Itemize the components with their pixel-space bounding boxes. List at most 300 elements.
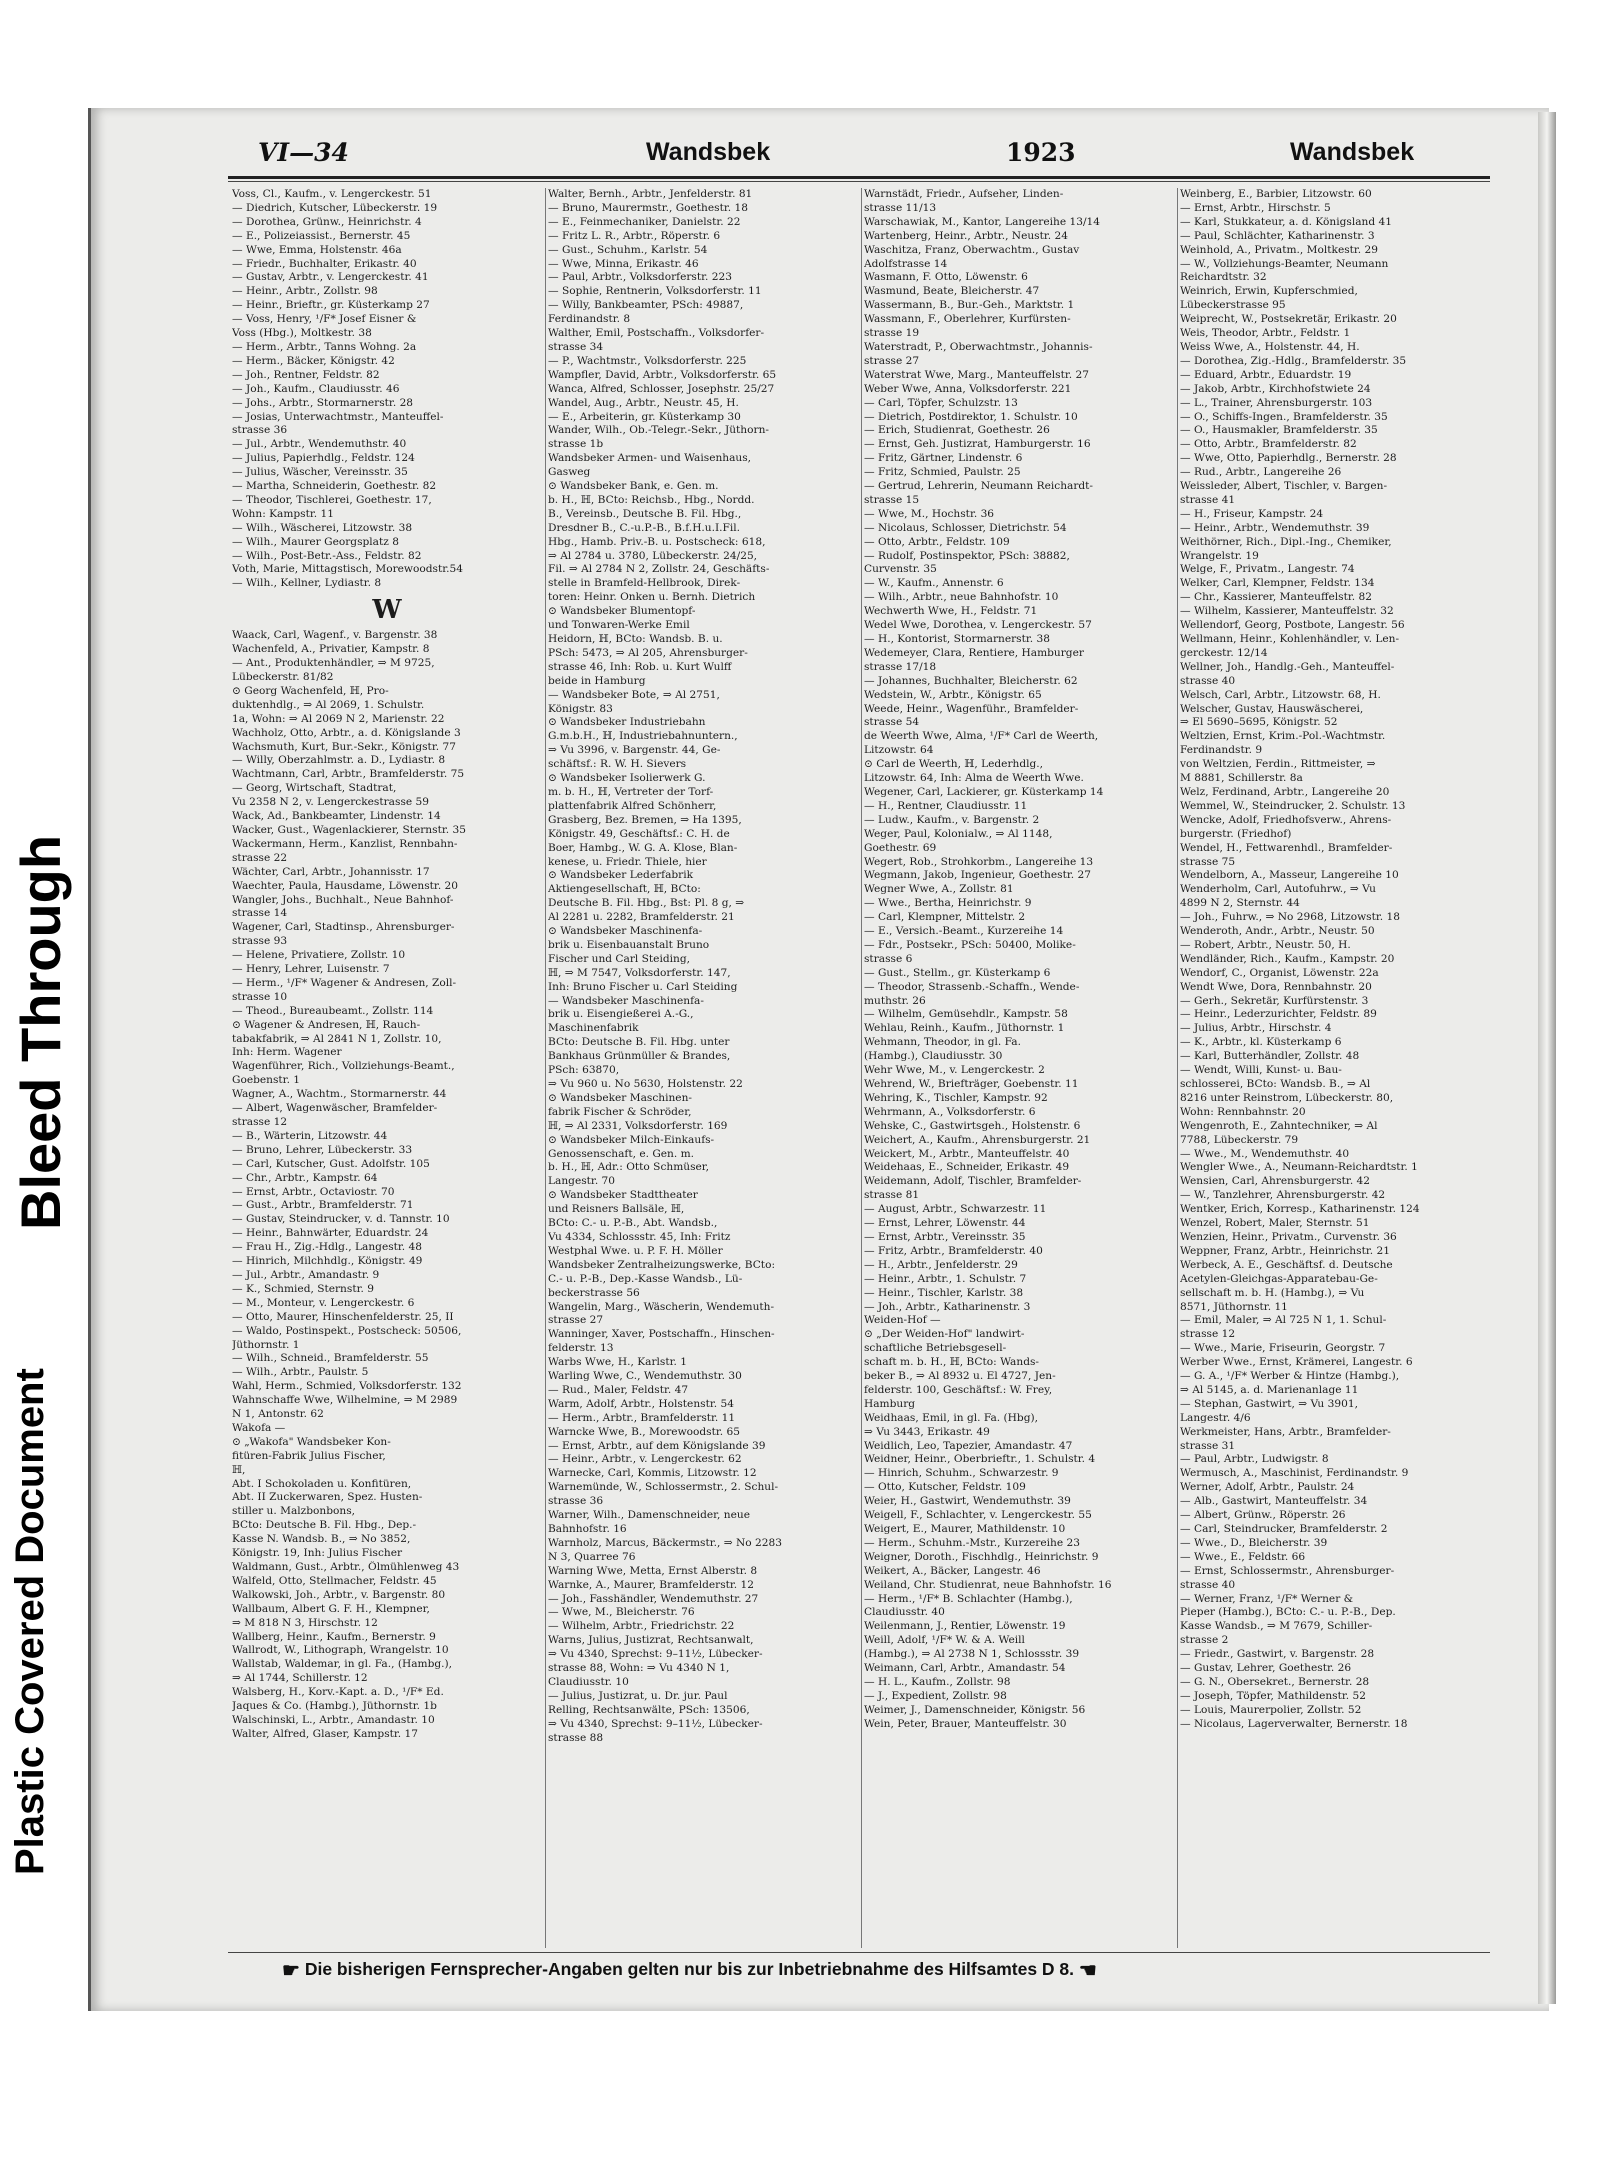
directory-entry: — Wilh., Post-Betr.-Ass., Feldstr. 82 bbox=[232, 549, 422, 562]
directory-entry: Warnemünde, W., Schlossermstr., 2. Schul- bbox=[548, 1481, 779, 1494]
directory-entry: schlosserei, BCto: Wandsb. B., ⇒ Al bbox=[1180, 1078, 1371, 1090]
directory-entry: Weissleder, Albert, Tischler, v. Bargen- bbox=[1180, 480, 1388, 493]
directory-entry: — Ernst, Geh. Justizrat, Hamburgerstr. 16 bbox=[864, 438, 1091, 451]
directory-entry: beide in Hamburg bbox=[548, 674, 646, 687]
directory-entry: ⇒ Al 1744, Schillerstr. 12 bbox=[232, 1672, 368, 1685]
directory-entry: — Wwe, Otto, Papierhdlg., Bernerstr. 28 bbox=[1180, 452, 1397, 465]
directory-entry: Wahnschaffe Wwe, Wilhelmine, ⇒ M 2989 bbox=[232, 1394, 458, 1407]
directory-entry: Wartenberg, Heinr., Arbtr., Neustr. 24 bbox=[864, 229, 1068, 242]
directory-entry: Weiden-Hof — bbox=[864, 1314, 941, 1327]
directory-entry: ⊙ Wandsbeker Bank, e. Gen. m. bbox=[548, 480, 719, 493]
directory-entry: Weigell, F., Schlachter, v. Lengerckestr. 55 bbox=[864, 1509, 1092, 1522]
directory-entry: von Weltzien, Ferdin., Rittmeister, ⇒ bbox=[1180, 758, 1376, 771]
directory-entry: — Wwe., Bertha, Heinrichstr. 9 bbox=[864, 897, 1032, 910]
directory-entry: Wagenführer, Rich., Vollziehungs-Beamt., bbox=[232, 1060, 455, 1073]
directory-entry: ⊙ Wandsbeker Industriebahn bbox=[548, 716, 706, 729]
directory-entry: ⇒ Vu 3443, Erikastr. 49 bbox=[864, 1425, 990, 1438]
directory-entry: Wandsbeker Armen- und Waisenhaus, bbox=[548, 452, 752, 465]
directory-entry: Wanca, Alfred, Schlosser, Josephstr. 25/27 bbox=[548, 382, 775, 395]
directory-entry: — Julius, Papierhdlg., Feldstr. 124 bbox=[232, 452, 415, 465]
directory-entry: Curvenstr. 35 bbox=[864, 563, 937, 576]
directory-entry: — Joh., Fasshändler, Wendemuthstr. 27 bbox=[548, 1592, 759, 1605]
directory-entry: — Carl, Kutscher, Gust. Adolfstr. 105 bbox=[232, 1157, 430, 1170]
directory-entry: ⊙ Wandsbeker Maschinenfa- bbox=[548, 925, 703, 938]
directory-entry: b. H., ℍ, BCto: Reichsb., Hbg., Nordd. bbox=[548, 493, 755, 506]
directory-entry: ⊙ „Wakofa" Wandsbeker Kon- bbox=[232, 1435, 391, 1448]
directory-entry: Wegmann, Jakob, Ingenieur, Goethestr. 27 bbox=[864, 869, 1091, 882]
directory-entry: — Theodor, Tischlerei, Goethestr. 17, bbox=[232, 493, 432, 506]
directory-entry: — Voss, Henry, ¹/F* Josef Eisner & bbox=[232, 313, 417, 326]
directory-entry: — Fritz L. R., Arbtr., Röperstr. 6 bbox=[548, 229, 721, 242]
directory-entry: Warner, Wilh., Damenschneider, neue bbox=[548, 1509, 750, 1522]
directory-entry: Weimann, Carl, Arbtr., Amandastr. 54 bbox=[864, 1662, 1066, 1675]
directory-entry: Weickert, M., Arbtr., Manteuffelstr. 40 bbox=[864, 1147, 1070, 1160]
directory-entry: Wehrmann, A., Volksdorferstr. 6 bbox=[864, 1105, 1036, 1118]
directory-entry: — Julius, Arbtr., Hirschstr. 4 bbox=[1180, 1022, 1332, 1035]
bleed-through-label: Bleed Through bbox=[9, 834, 72, 1230]
directory-entry: Wasmann, F. Otto, Löwenstr. 6 bbox=[864, 271, 1028, 284]
directory-entry: Ferdinandstr. 8 bbox=[548, 313, 631, 326]
directory-entry: toren: Heinr. Onken u. Bernh. Dietrich bbox=[548, 591, 756, 604]
directory-entry: Wenderholm, Carl, Autofuhrw., ⇒ Vu bbox=[1180, 883, 1376, 896]
directory-entry: Wachsmuth, Kurt, Bur.-Sekr., Königstr. 77 bbox=[232, 740, 456, 753]
directory-entry: strasse 17/18 bbox=[864, 660, 937, 673]
directory-entry: Weede, Heinr., Wagenführ., Bramfelder- bbox=[864, 702, 1079, 715]
directory-entry: Wehring, K., Tischler, Kampstr. 92 bbox=[864, 1091, 1048, 1104]
directory-entry: Wackermann, Herm., Kanzlist, Rennbahn- bbox=[232, 837, 458, 850]
page-edge bbox=[1538, 112, 1556, 2004]
footer-rule bbox=[228, 1952, 1490, 1953]
directory-entry: — Wilh., Wäscherei, Litzowstr. 38 bbox=[232, 521, 413, 534]
directory-entry: Lübeckerstr. 81/82 bbox=[232, 671, 334, 683]
directory-entry: ⇒ M 818 N 3, Hirschstr. 12 bbox=[232, 1616, 378, 1629]
place-name-left: Wandsbek bbox=[646, 138, 771, 166]
directory-entry: Adolfstrasse 14 bbox=[864, 257, 948, 270]
directory-entry: Wenzel, Robert, Maler, Sternstr. 51 bbox=[1180, 1217, 1370, 1230]
directory-entry: strasse 40 bbox=[1180, 674, 1236, 687]
directory-entry: — Heinr., Lederzurichter, Feldstr. 89 bbox=[1180, 1008, 1377, 1021]
directory-entry: Inh: Herm. Wagener bbox=[232, 1046, 342, 1059]
directory-entry: — Joh., Rentner, Feldstr. 82 bbox=[232, 368, 380, 381]
directory-entry: Voth, Marie, Mittagstisch, Morewoodstr.54 bbox=[232, 563, 463, 576]
directory-entry: schäftsf.: R. W. H. Sievers bbox=[548, 758, 687, 771]
directory-entry: strasse 22 bbox=[232, 851, 288, 864]
directory-entry: Wassermann, B., Bur.-Geh., Marktstr. 1 bbox=[864, 299, 1075, 312]
directory-entry: — Eduard, Arbtr., Eduardstr. 19 bbox=[1180, 368, 1352, 381]
directory-entry: Weidhaas, Emil, in gl. Fa. (Hbg), bbox=[864, 1411, 1038, 1424]
directory-entry: — Hinrich, Schuhm., Schwarzestr. 9 bbox=[864, 1467, 1059, 1480]
directory-entry: (Hambg.), ⇒ Al 2738 N 1, Schlossstr. 39 bbox=[864, 1648, 1080, 1661]
directory-entry: Aktiengesellschaft, ℍ, BCto: bbox=[548, 883, 701, 896]
directory-entry: ⇒ Vu 3996, v. Bargenstr. 44, Ge- bbox=[548, 744, 721, 757]
directory-entry: Wachholz, Otto, Arbtr., a. d. Königslande 3 bbox=[232, 726, 461, 739]
directory-entry: Jaques & Co. (Hambg.), Jüthornstr. 1b bbox=[232, 1700, 437, 1713]
directory-entry: strasse 27 bbox=[864, 354, 920, 367]
header-rule-thin bbox=[228, 181, 1490, 182]
directory-entry: — Gustav, Steindrucker, v. d. Tannstr. 10 bbox=[232, 1213, 450, 1226]
directory-entry: strasse 10 bbox=[232, 990, 288, 1003]
directory-entry: Königstr. 19, Inh: Julius Fischer bbox=[232, 1547, 403, 1560]
directory-entry: — Dorothea, Grünw., Heinrichstr. 4 bbox=[232, 215, 422, 228]
directory-entry: Hbg., Hamb. Priv.-B. u. Postscheck: 618, bbox=[548, 535, 766, 548]
directory-entry: Walter, Alfred, Glaser, Kampstr. 17 bbox=[232, 1727, 419, 1740]
directory-entry: Weithörner, Rich., Dipl.-Ing., Chemiker, bbox=[1180, 535, 1392, 548]
directory-entry: — Georg, Wirtschaft, Stadtrat, bbox=[232, 782, 397, 795]
directory-entry: — Otto, Kutscher, Feldstr. 109 bbox=[864, 1481, 1026, 1494]
directory-entry: — Wwe, M., Hochstr. 36 bbox=[864, 507, 995, 520]
directory-entry: Wegert, Rob., Strohkorbm., Langereihe 13 bbox=[864, 855, 1094, 868]
directory-entry: — H., Arbtr., Jenfelderstr. 29 bbox=[864, 1258, 1018, 1271]
directory-entry: — H., Rentner, Claudiusstr. 11 bbox=[864, 799, 1028, 812]
directory-entry: Warning Wwe, Metta, Ernst Alberstr. 8 bbox=[548, 1564, 758, 1577]
directory-entry: ⊙ Wandsbeker Lederfabrik bbox=[548, 869, 694, 882]
directory-entry: — Heinr., Brieftr., gr. Küsterkamp 27 bbox=[232, 299, 430, 312]
directory-entry: duktenhdlg., ⇒ Al 2069, 1. Schulstr. bbox=[232, 698, 425, 711]
directory-entry: 4899 N 2, Sternstr. 44 bbox=[1180, 897, 1300, 910]
directory-entry: Lübeckerstrasse 95 bbox=[1180, 299, 1286, 312]
directory-entry: Weichert, A., Kaufm., Ahrensburgerstr. 21 bbox=[864, 1133, 1091, 1146]
directory-entry: Wrangelstr. 19 bbox=[1180, 549, 1259, 562]
directory-entry: gerckestr. 12/14 bbox=[1180, 646, 1268, 659]
directory-entry: Königstr. 83 bbox=[548, 702, 613, 715]
directory-entry: Ferdinandstr. 9 bbox=[1180, 744, 1263, 757]
directory-entry: Wehske, C., Gastwirtsgeh., Holstenstr. 6 bbox=[864, 1119, 1081, 1132]
directory-entry: ⊙ Wandsbeker Blumentopf- bbox=[548, 605, 696, 618]
directory-entry: Wakofa — bbox=[232, 1421, 286, 1434]
directory-entry: ⊙ „Der Weiden-Hof" landwirt- bbox=[864, 1328, 1025, 1341]
directory-entry: Claudiusstr. 10 bbox=[548, 1675, 629, 1688]
directory-entry: Weidehaas, E., Schneider, Erikastr. 49 bbox=[864, 1161, 1070, 1174]
directory-entry: stelle in Bramfeld-Hellbrook, Direk- bbox=[548, 577, 741, 590]
directory-entry: Warnke, A., Maurer, Bramfelderstr. 12 bbox=[548, 1578, 755, 1591]
directory-entry: Wohn: Rennbahnstr. 20 bbox=[1180, 1105, 1306, 1118]
directory-entry: — Nicolaus, Lagerverwalter, Bernerstr. 18 bbox=[1180, 1717, 1408, 1730]
directory-entry: ℍ, ⇒ M 7547, Volksdorferstr. 147, bbox=[548, 966, 731, 979]
directory-entry: Wellmann, Heinr., Kohlenhändler, v. Len- bbox=[1180, 633, 1400, 645]
directory-entry: — Herm., Bäcker, Königstr. 42 bbox=[232, 354, 395, 367]
directory-entry: — Karl, Stukkateur, a. d. Königsland 41 bbox=[1180, 215, 1393, 228]
directory-entry: — K., Schmied, Sternstr. 9 bbox=[232, 1282, 374, 1295]
directory-entry: — Joh., Kaufm., Claudiusstr. 46 bbox=[232, 382, 400, 395]
directory-entry: — G. A., ¹/F* Werber & Hintze (Hambg.), bbox=[1180, 1370, 1400, 1383]
directory-entry: — Friedr., Gastwirt, v. Bargenstr. 28 bbox=[1180, 1648, 1375, 1661]
directory-entry: Weilenmann, J., Rentier, Löwenstr. 19 bbox=[864, 1620, 1066, 1633]
directory-entry: Wagener, Carl, Stadtinsp., Ahrensburger- bbox=[232, 921, 455, 934]
directory-entry: — Ernst, Arbtr., auf dem Königslande 39 bbox=[548, 1439, 766, 1452]
directory-entry: — Ernst, Arbtr., Octaviostr. 70 bbox=[232, 1185, 395, 1198]
directory-entry: Wedstein, W., Arbtr., Königstr. 65 bbox=[864, 688, 1042, 701]
directory-entry: — Paul, Schlächter, Katharinenstr. 3 bbox=[1180, 229, 1375, 242]
directory-entry: Litzowstr. 64, Inh: Alma de Weerth Wwe. bbox=[864, 772, 1084, 785]
directory-entry: — O., Schiffs-Ingen., Bramfelderstr. 35 bbox=[1180, 410, 1388, 423]
directory-entry: Wendländer, Rich., Kaufm., Kampstr. 20 bbox=[1180, 952, 1395, 965]
directory-entry: Werber Wwe., Ernst, Krämerei, Langestr. 6 bbox=[1180, 1356, 1413, 1369]
directory-entry: — W., Kaufm., Annenstr. 6 bbox=[864, 577, 1004, 590]
directory-entry: — Gust., Arbtr., Bramfelderstr. 71 bbox=[232, 1199, 414, 1212]
directory-entry: Weiland, Chr. Studienrat, neue Bahnhofstr. 16 bbox=[864, 1578, 1112, 1591]
directory-entry: Werner, Adolf, Arbtr., Paulstr. 24 bbox=[1180, 1481, 1355, 1494]
directory-entry: — Wilhelm, Arbtr., Friedrichstr. 22 bbox=[548, 1620, 735, 1633]
directory-entry: Wermusch, A., Maschinist, Ferdinandstr. 9 bbox=[1180, 1467, 1409, 1480]
directory-entry: — Joh., Fuhrw., ⇒ No 2968, Litzowstr. 18 bbox=[1180, 911, 1400, 924]
directory-entry: ⊙ Georg Wachenfeld, ℍ, Pro- bbox=[232, 684, 389, 697]
directory-entry: — Dietrich, Postdirektor, 1. Schulstr. 10 bbox=[864, 410, 1078, 423]
directory-entry: Warnstädt, Friedr., Aufseher, Linden- bbox=[864, 188, 1064, 200]
directory-entry: Waschitza, Franz, Oberwachtm., Gustav bbox=[864, 243, 1080, 256]
directory-entry: Fischer und Carl Steiding, bbox=[548, 952, 690, 965]
directory-entry: strasse 36 bbox=[548, 1495, 604, 1508]
section-letter: W bbox=[372, 595, 402, 626]
directory-entry: Westphal Wwe. u. P. F. H. Möller bbox=[548, 1244, 723, 1257]
directory-entry: kenese, u. Friedr. Thiele, hier bbox=[548, 855, 707, 868]
directory-entry: strasse 75 bbox=[1180, 855, 1236, 868]
directory-entry: — Jakob, Arbtr., Kirchhofstwiete 24 bbox=[1180, 382, 1371, 395]
directory-entry: Relling, Rechtsanwälte, PSch: 13506, bbox=[548, 1703, 750, 1716]
directory-entry: — Emil, Maler, ⇒ Al 725 N 1, 1. Schul- bbox=[1180, 1314, 1387, 1327]
directory-entry: Wallberg, Heinr., Kaufm., Bernerstr. 9 bbox=[232, 1630, 436, 1643]
directory-entry: N 1, Antonstr. 62 bbox=[232, 1408, 324, 1421]
directory-entry: — Johannes, Buchhalter, Bleicherstr. 62 bbox=[864, 674, 1078, 687]
directory-entry: Warschawiak, M., Kantor, Langereihe 13/14 bbox=[864, 215, 1100, 228]
directory-entry: — Frau H., Zig.-Hdlg., Langestr. 48 bbox=[232, 1241, 423, 1254]
directory-entry: — Theodor, Strassenb.-Schaffn., Wende- bbox=[864, 980, 1080, 993]
directory-entry: Genossenschaft, e. Gen. m. bbox=[548, 1147, 695, 1160]
directory-entry: Wampfler, David, Arbtr., Volksdorferstr. 65 bbox=[548, 368, 777, 381]
directory-entry: — Jul., Arbtr., Amandastr. 9 bbox=[232, 1268, 380, 1281]
directory-entry: Welge, F., Privatm., Langestr. 74 bbox=[1180, 563, 1355, 576]
directory-entry: Waterstradt, P., Oberwachtmstr., Johannis- bbox=[864, 340, 1093, 353]
directory-entry: — Fdr., Postsekr., PSch: 50400, Molike- bbox=[864, 938, 1076, 951]
directory-entry: — Wwe., D., Bleicherstr. 39 bbox=[1180, 1536, 1328, 1549]
directory-entry: — Wilh., Kellner, Lydiastr. 8 bbox=[232, 577, 382, 590]
directory-entry: strasse 27 bbox=[548, 1314, 604, 1327]
directory-entry: — W., Vollziehungs-Beamter, Neumann bbox=[1180, 257, 1389, 270]
directory-entry: Königstr. 49, Geschäftsf.: C. H. de bbox=[548, 827, 730, 840]
directory-entry: Waterstrat Wwe, Marg., Manteuffelstr. 27 bbox=[864, 368, 1089, 381]
directory-entry: Weis, Theodor, Arbtr., Feldstr. 1 bbox=[1180, 327, 1351, 340]
directory-entry: Abt. II Zuckerwaren, Spez. Husten- bbox=[232, 1491, 423, 1504]
directory-entry: Wegener, Carl, Lackierer, gr. Küsterkamp 14 bbox=[864, 785, 1104, 798]
plastic-covered-label: Plastic Covered Document bbox=[8, 1368, 52, 1875]
directory-entry: — Otto, Arbtr., Bramfelderstr. 82 bbox=[1180, 438, 1357, 451]
directory-entry: Inh: Bruno Fischer u. Carl Steiding bbox=[548, 980, 738, 993]
directory-entry: — Johs., Arbtr., Stormarnerstr. 28 bbox=[232, 396, 414, 409]
directory-entry: Wander, Wilh., Ob.-Telegr.-Sekr., Jüthorn- bbox=[548, 424, 769, 437]
directory-entry: — Bruno, Lehrer, Lübeckerstr. 33 bbox=[232, 1143, 413, 1156]
directory-entry: Hamburg bbox=[864, 1397, 916, 1410]
directory-entry: strasse 88, Wohn: ⇒ Vu 4340 N 1, bbox=[548, 1662, 730, 1675]
directory-entry: — Wwe, M., Bleicherstr. 76 bbox=[548, 1606, 695, 1619]
directory-entry: Werbeck, A. E., Geschäftsf. d. Deutsche bbox=[1180, 1258, 1393, 1271]
directory-entry: und Tonwaren-Werke Emil bbox=[548, 619, 690, 632]
directory-entry: Grasberg, Bez. Bremen, ⇒ Ha 1395, bbox=[548, 813, 742, 826]
directory-entry: Weill, Adolf, ¹/F* W. & A. Weill bbox=[864, 1634, 1025, 1647]
directory-entry: strasse 12 bbox=[1180, 1328, 1236, 1341]
directory-entry: — Albert, Wagenwäscher, Bramfelder- bbox=[232, 1102, 438, 1115]
directory-entry: — Chr., Kassierer, Manteuffelstr. 82 bbox=[1180, 591, 1372, 604]
directory-entry: PSch: 5473, ⇒ Al 205, Ahrensburger- bbox=[548, 646, 748, 659]
directory-entry: — Friedr., Buchhalter, Erikastr. 40 bbox=[232, 257, 417, 270]
directory-entry: Boer, Hambg., W. G. A. Klose, Blan- bbox=[548, 841, 738, 854]
directory-entry: — Fritz, Arbtr., Bramfelderstr. 40 bbox=[864, 1244, 1043, 1257]
directory-entry: — Joh., Arbtr., Katharinenstr. 3 bbox=[864, 1300, 1031, 1313]
year: 1923 bbox=[1006, 138, 1076, 167]
directory-entry: — B., Wärterin, Litzowstr. 44 bbox=[232, 1129, 388, 1142]
directory-entry: Kasse Wandsb., ⇒ M 7679, Schiller- bbox=[1180, 1620, 1373, 1633]
directory-entry: Wachtmann, Carl, Arbtr., Bramfelderstr. 75 bbox=[232, 768, 465, 781]
directory-entry: Voss, Cl., Kaufm., v. Lengerckestr. 51 bbox=[232, 188, 432, 200]
directory-entry: Wechwerth Wwe, H., Feldstr. 71 bbox=[864, 605, 1038, 618]
directory-entry: Wallstab, Waldemar, in gl. Fa., (Hambg.), bbox=[232, 1658, 452, 1671]
directory-entry: — Jul., Arbtr., Wendemuthstr. 40 bbox=[232, 438, 407, 451]
directory-entry: Fil. ⇒ Al 2784 N 2, Zollstr. 24, Geschäfts- bbox=[548, 563, 770, 576]
directory-entry: felderstr. 13 bbox=[548, 1342, 614, 1355]
directory-entry: — Wwe., M., Wendemuthstr. 40 bbox=[1180, 1147, 1350, 1160]
directory-entry: Weidemann, Adolf, Tischler, Bramfelder- bbox=[864, 1175, 1082, 1188]
directory-entry: Wein, Peter, Brauer, Manteuffelstr. 30 bbox=[864, 1717, 1067, 1730]
directory-entry: Acetylen-Gleichgas-Apparatebau-Ge- bbox=[1180, 1272, 1378, 1285]
directory-entry: plattenfabrik Alfred Schönherr, bbox=[548, 799, 717, 812]
directory-entry: 7788, Lübeckerstr. 79 bbox=[1180, 1133, 1299, 1146]
directory-entry: — Otto, Arbtr., Feldstr. 109 bbox=[864, 535, 1010, 548]
directory-entry: Weigert, E., Maurer, Mathildenstr. 10 bbox=[864, 1523, 1066, 1535]
directory-entry: — K., Arbtr., kl. Küsterkamp 6 bbox=[1180, 1036, 1342, 1049]
directory-entry: Warm, Adolf, Arbtr., Holstenstr. 54 bbox=[548, 1397, 734, 1410]
directory-entry: (Hambg.), Claudiusstr. 30 bbox=[864, 1050, 1003, 1063]
directory-column-4 bbox=[1180, 188, 1492, 1948]
directory-entry: — H., Friseur, Kampstr. 24 bbox=[1180, 507, 1324, 520]
header-rule bbox=[228, 176, 1490, 179]
directory-entry: — Rudolf, Postinspektor, PSch: 38882, bbox=[864, 549, 1070, 562]
directory-entry: — Heinr., Arbtr., v. Lengerckestr. 62 bbox=[548, 1453, 742, 1466]
directory-entry: Weinhold, A., Privatm., Moltkestr. 29 bbox=[1180, 243, 1379, 256]
directory-entry: Wendt Wwe, Dora, Rennbahnstr. 20 bbox=[1180, 980, 1372, 993]
directory-entry: und Reisners Ballsäle, ℍ, bbox=[548, 1203, 685, 1216]
directory-entry: Waechter, Paula, Hausdame, Löwenstr. 20 bbox=[232, 879, 459, 892]
directory-entry: — Wwe., E., Feldstr. 66 bbox=[1180, 1550, 1306, 1563]
directory-entry: Wassmann, F., Oberlehrer, Kurfürsten- bbox=[864, 313, 1071, 326]
footer-notice bbox=[282, 1958, 1462, 1988]
directory-entry: — H., Kontorist, Stormarnerstr. 38 bbox=[864, 633, 1050, 645]
directory-entry: — Heinr., Arbtr., Wendemuthstr. 39 bbox=[1180, 521, 1370, 534]
directory-entry: — Werner, Franz, ¹/F* Werner & bbox=[1180, 1592, 1354, 1605]
directory-entry: felderstr. 100, Geschäftsf.: W. Frey, bbox=[864, 1383, 1053, 1396]
directory-entry: strasse 1b bbox=[548, 438, 604, 451]
directory-entry: Wengler Wwe., A., Neumann-Reichardtstr. 1 bbox=[1180, 1161, 1418, 1174]
directory-entry: ⊙ Wandsbeker Isolierwerk G. bbox=[548, 772, 706, 785]
directory-entry: Wemmel, W., Steindrucker, 2. Schulstr. 13 bbox=[1180, 799, 1406, 812]
directory-entry: strasse 36 bbox=[232, 424, 288, 437]
directory-entry: Wenzien, Heinr., Privatm., Curvenstr. 36 bbox=[1180, 1230, 1397, 1243]
directory-entry: Weiss Wwe, A., Holstenstr. 44, H. bbox=[1180, 340, 1360, 353]
directory-entry: — Heinr., Arbtr., 1. Schulstr. 7 bbox=[864, 1272, 1027, 1285]
directory-entry: Al 2281 u. 2282, Bramfelderstr. 21 bbox=[548, 911, 735, 924]
directory-entry: ⇒ Vu 4340, Sprechst: 9–11½, Lübecker- bbox=[548, 1717, 763, 1730]
directory-entry: — Gustav, Arbtr., v. Lengerckestr. 41 bbox=[232, 271, 429, 284]
directory-entry: strasse 14 bbox=[232, 907, 288, 920]
directory-entry: Wangelin, Marg., Wäscherin, Wendemuth- bbox=[548, 1300, 775, 1313]
directory-entry: — Erich, Studienrat, Goethestr. 26 bbox=[864, 424, 1050, 437]
directory-entry: Wendelborn, A., Masseur, Langereihe 10 bbox=[1180, 869, 1399, 882]
directory-entry: — Gerh., Sekretär, Kurfürstenstr. 3 bbox=[1180, 994, 1369, 1007]
directory-entry: — P., Wachtmstr., Volksdorferstr. 225 bbox=[548, 354, 747, 367]
directory-entry: — Alb., Gastwirt, Manteuffelstr. 34 bbox=[1180, 1495, 1368, 1508]
directory-entry: — Fritz, Gärtner, Lindenstr. 6 bbox=[864, 452, 1023, 465]
directory-entry: C.- u. P.-B., Dep.-Kasse Wandsb., Lü- bbox=[548, 1272, 743, 1285]
directory-entry: b. H., ℍ, Adr.: Otto Schmüser, bbox=[548, 1161, 710, 1174]
directory-entry: ⇒ Al 5145, a. d. Marienanlage 11 bbox=[1180, 1383, 1359, 1396]
directory-entry: — Wilhelm, Kassierer, Manteuffelstr. 32 bbox=[1180, 605, 1394, 618]
pointing-hand-left-icon: ☚ bbox=[1078, 1960, 1097, 1982]
directory-entry: Wentker, Erich, Korresp., Katharinenstr. 124 bbox=[1180, 1203, 1420, 1216]
directory-entry: Weltzien, Ernst, Krim.-Pol.-Wachtmstr. bbox=[1180, 730, 1386, 743]
directory-entry: B., Vereinsb., Deutsche B. Fil. Hbg., bbox=[548, 507, 742, 520]
directory-entry: — Robert, Arbtr., Neustr. 50, H. bbox=[1180, 938, 1351, 951]
directory-entry: muthstr. 26 bbox=[864, 994, 926, 1007]
directory-entry: ⇒ Vu 960 u. No 5630, Holstenstr. 22 bbox=[548, 1078, 743, 1090]
directory-entry: — Nicolaus, Schlosser, Dietrichstr. 54 bbox=[864, 521, 1067, 534]
page-number: VI—34 bbox=[258, 138, 349, 167]
directory-entry: ℍ, bbox=[232, 1463, 246, 1476]
directory-entry: schaft m. b. H., ℍ, BCto: Wands- bbox=[864, 1356, 1039, 1369]
directory-entry: Waldmann, Gust., Arbtr., Ölmühlenweg 43 bbox=[232, 1561, 460, 1573]
directory-entry: Deutsche B. Fil. Hbg., Bst: Pl. 8 g, ⇒ bbox=[548, 897, 745, 910]
directory-entry: — Ernst, Arbtr., Vereinsstr. 35 bbox=[864, 1230, 1026, 1243]
directory-entry: Warbs Wwe, H., Karlstr. 1 bbox=[548, 1356, 687, 1369]
directory-entry: — Ernst, Schlossermstr., Ahrensburger- bbox=[1180, 1564, 1395, 1577]
directory-entry: Warncke Wwe, B., Morewoodstr. 65 bbox=[548, 1425, 740, 1438]
directory-column-2 bbox=[548, 188, 858, 1948]
directory-entry: — Sophie, Rentnerin, Volksdorferstr. 11 bbox=[548, 285, 762, 298]
directory-entry: — G. N., Obersekret., Bernerstr. 28 bbox=[1180, 1675, 1370, 1688]
directory-entry: — Wilhelm, Gemüsehdlr., Kampstr. 58 bbox=[864, 1008, 1068, 1021]
directory-entry: fitüren-Fabrik Julius Fischer, bbox=[232, 1449, 386, 1462]
directory-entry: schaftliche Betriebsgesell- bbox=[864, 1342, 1007, 1355]
directory-entry: — Albert, Grünw., Röperstr. 26 bbox=[1180, 1509, 1346, 1522]
directory-entry: — Fritz, Schmied, Paulstr. 25 bbox=[864, 466, 1021, 479]
directory-entry: strasse 54 bbox=[864, 716, 920, 729]
directory-entry: Wehr Wwe, M., v. Lengerckestr. 2 bbox=[864, 1064, 1045, 1077]
directory-entry: — Wilh., Arbtr., neue Bahnhofstr. 10 bbox=[864, 591, 1059, 604]
directory-entry: — Joseph, Töpfer, Mathildenstr. 52 bbox=[1180, 1689, 1366, 1702]
directory-entry: ⊙ Wandsbeker Maschinen- bbox=[548, 1091, 692, 1104]
directory-entry: — Julius, Wäscher, Vereinsstr. 35 bbox=[232, 466, 408, 479]
directory-entry: — Herm., ¹/F* Wagener & Andresen, Zoll- bbox=[232, 976, 457, 989]
directory-entry: — Theod., Bureaubeamt., Zollstr. 114 bbox=[232, 1004, 434, 1017]
directory-entry: Wacker, Gust., Wagenlackierer, Sternstr. 35 bbox=[232, 823, 466, 836]
directory-column-3 bbox=[864, 188, 1174, 1948]
directory-entry: ⇒ Al 2784 u. 3780, Lübeckerstr. 24/25, bbox=[548, 549, 758, 562]
directory-entry: — Ernst, Lehrer, Löwenstr. 44 bbox=[864, 1217, 1026, 1230]
directory-entry: — August, Arbtr., Schwarzestr. 11 bbox=[864, 1203, 1047, 1216]
directory-entry: — E., Versich.-Beamt., Kurzereihe 14 bbox=[864, 925, 1064, 938]
directory-entry: strasse 81 bbox=[864, 1189, 920, 1202]
directory-entry: — Herm., Arbtr., Tanns Wohng. 2a bbox=[232, 340, 417, 353]
directory-entry: tabakfabrik, ⇒ Al 2841 N 1, Zollstr. 10, bbox=[232, 1032, 442, 1045]
directory-entry: beker B., ⇒ Al 8932 u. El 4727, Jen- bbox=[864, 1370, 1056, 1383]
directory-entry: Bankhaus Grünmüller & Brandes, bbox=[548, 1050, 731, 1063]
directory-entry: Wehmann, Theodor, in gl. Fa. bbox=[864, 1036, 1021, 1049]
directory-entry: Walschinski, L., Arbtr., Amandastr. 10 bbox=[232, 1713, 435, 1726]
directory-entry: — Herm., Arbtr., Bramfelderstr. 11 bbox=[548, 1411, 736, 1424]
directory-entry: — Stephan, Gastwirt, ⇒ Vu 3901, bbox=[1180, 1397, 1358, 1410]
directory-entry: — Carl, Töpfer, Schulzstr. 13 bbox=[864, 396, 1018, 409]
directory-entry: 8216 unter Reinstrom, Lübeckerstr. 80, bbox=[1180, 1091, 1394, 1104]
directory-entry: Welz, Ferdinand, Arbtr., Langereihe 20 bbox=[1180, 785, 1390, 798]
directory-entry: strasse 46, Inh: Rob. u. Kurt Wulff bbox=[548, 660, 732, 673]
directory-entry: Weinberg, E., Barbier, Litzowstr. 60 bbox=[1180, 188, 1372, 200]
directory-entry: m. b. H., ℍ, Vertreter der Torf- bbox=[548, 785, 714, 798]
